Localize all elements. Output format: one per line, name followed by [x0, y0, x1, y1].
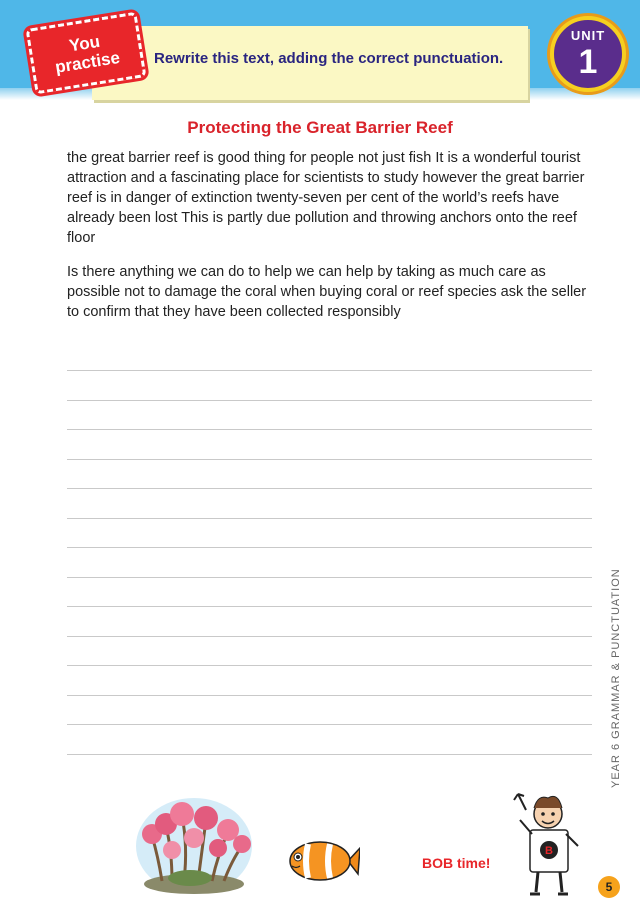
page-number: 5	[598, 876, 620, 898]
bob-shirt-letter: B	[545, 845, 553, 857]
writing-line	[67, 577, 592, 578]
writing-line	[67, 547, 592, 548]
side-label: YEAR 6 GRAMMAR & PUNCTUATION	[610, 568, 622, 788]
clownfish-illustration	[286, 836, 360, 886]
writing-line	[67, 400, 592, 401]
paragraph-1: the great barrier reef is good thing for people not just fish It is a wonderful tourist attraction and a fascinating place for scientists to study however the great barrier reef is in danger of extinction twenty-seven per cent of the world’s reefs have already been lost This is partly due pollution and throwing anchors onto the reef floor	[67, 150, 585, 246]
instruction-box	[92, 26, 528, 100]
unit-word: UNIT	[570, 28, 606, 43]
bob-time-label: BOB time!	[422, 855, 491, 871]
writing-line	[67, 754, 592, 755]
writing-line	[67, 695, 592, 696]
bob-character-illustration	[512, 790, 584, 898]
coral-illustration	[132, 786, 256, 898]
writing-line	[67, 459, 592, 460]
writing-line	[67, 370, 592, 371]
writing-line	[67, 429, 592, 430]
writing-line	[67, 488, 592, 489]
writing-line	[67, 518, 592, 519]
writing-line	[67, 606, 592, 607]
writing-lines	[67, 370, 592, 783]
writing-line	[67, 724, 592, 725]
writing-line	[67, 636, 592, 637]
unit-number: 1	[578, 43, 598, 81]
unit-badge	[550, 16, 626, 92]
instruction-text: Rewrite this text, adding the correct punctuation.	[154, 50, 504, 67]
badge-label: You practise	[53, 31, 122, 77]
text-title: Protecting the Great Barrier Reef	[187, 118, 453, 137]
writing-line	[67, 665, 592, 666]
paragraph-2: Is there anything we can do to help we can help by taking as much care as possible not to damage the coral when buying coral or reef species ask the seller to confirm that they have been collected responsibly	[67, 264, 587, 320]
